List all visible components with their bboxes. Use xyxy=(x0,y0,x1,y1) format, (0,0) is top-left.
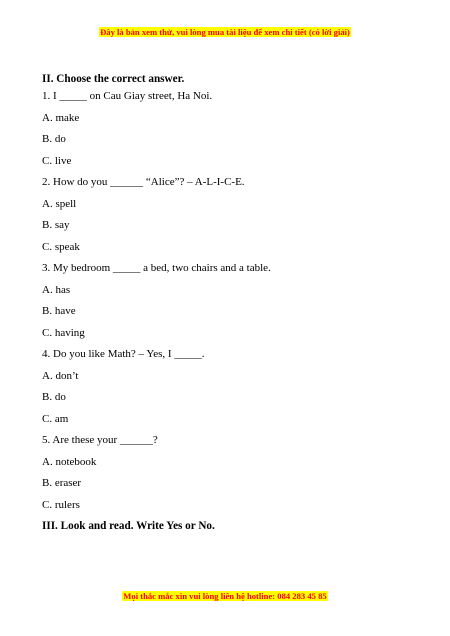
preview-notice-text: Đây là bản xem thử, vui lòng mua tài liệu để xem chi tiết (có lời giải) xyxy=(100,27,350,37)
question-5-option-c: C. rulers xyxy=(42,498,80,511)
question-4: 4. Do you like Math? – Yes, I _____. xyxy=(42,348,205,360)
question-3-option-a: A. has xyxy=(42,283,71,296)
question-3-option-b: B. have xyxy=(42,305,76,317)
question-1-option-c: C. live xyxy=(42,154,72,167)
section-2-heading: II. Choose the correct answer. xyxy=(42,73,185,85)
question-2-option-c: C. speak xyxy=(42,240,80,253)
question-2-option-a: A. spell xyxy=(42,197,77,210)
question-1: 1. I _____ on Cau Giay street, Ha Noi. xyxy=(42,90,213,102)
question-1-option-b: B. do xyxy=(42,133,66,145)
worksheet-body xyxy=(42,72,422,533)
question-5: 5. Are these your ______? xyxy=(42,434,158,446)
question-2: 2. How do you ______ “Alice”? – A-L-I-C-E. xyxy=(42,176,245,188)
hotline-text: Mọi thắc mắc xin vui lòng liên hệ hotline: 084 283 45 85 xyxy=(123,591,327,601)
question-4-option-b: B. do xyxy=(42,391,66,403)
section-3-heading: III. Look and read. Write Yes or No. xyxy=(42,520,215,532)
question-4-option-a: A. don’t xyxy=(42,369,79,382)
question-3-option-c: C. having xyxy=(42,326,85,339)
question-2-option-b: B. say xyxy=(42,219,70,231)
question-3: 3. My bedroom _____ a bed, two chairs and a table. xyxy=(42,262,271,274)
question-4-option-c: C. am xyxy=(42,412,69,425)
question-1-option-a: A. make xyxy=(42,111,80,124)
hotline-banner xyxy=(0,591,450,602)
question-5-option-b: B. eraser xyxy=(42,477,82,489)
question-5-option-a: A. notebook xyxy=(42,455,97,468)
preview-notice-banner xyxy=(0,27,450,38)
